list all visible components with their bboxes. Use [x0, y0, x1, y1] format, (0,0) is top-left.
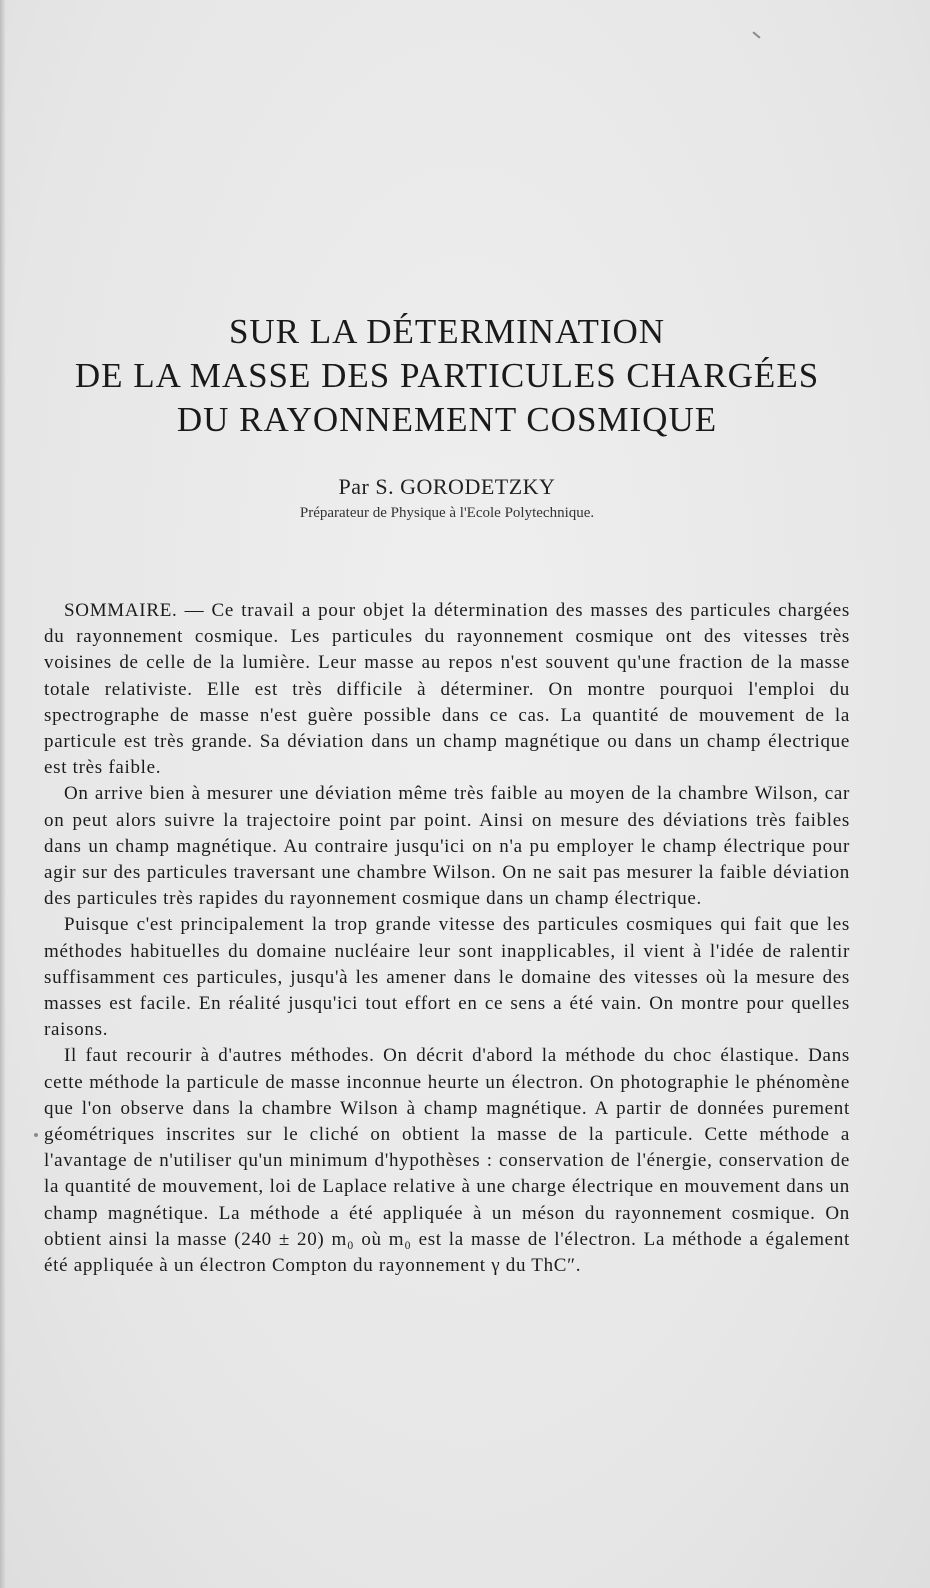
author-affiliation: Préparateur de Physique à l'Ecole Polytechnique. — [299, 505, 595, 521]
article-title — [0, 310, 894, 442]
summary-paragraph: Il faut recourir à d'autres méthodes. On décrit d'abord la méthode du choc élastique. Dans cette méthode la particule de masse inconnue heurte un électron. On photographie le phénomène que l'on observe dans la chambre Wilson à champ magnétique. A partir de données purement géométriques inscrites sur le cliché on obtient la masse de la particule. Cette méthode a l'avantage de n'utiliser qu'un minimum d'hypothèses : conservation de l'énergie, conservation de la quantité de mouvement, loi de Laplace relative à une charge électrique en mouvement dans un champ magnétique. La méthode a été appliquée à un méson du rayonnement cosmique. On obtient ainsi la masse (240 ± 20) m₀ où m₀ est la masse de l'électron. La méthode a également été appliquée à un électron Compton du rayonnement γ du ThC″. — [44, 1045, 850, 1277]
page-edge-shadow — [0, 0, 6, 1588]
title-line: SUR LA DÉTERMINATION — [228, 312, 666, 351]
summary-paragraph: Puisque c'est principalement la trop grande vitesse des particules cosmiques qui fait que les méthodes habituelles du domaine nucléaire leur sont inapplicables, il vient à l'idée de ralentir suffisamment ces particules, jusqu'à les amener dans le domaine des vitesses où la mesure des masses est facile. En réalité jusqu'ici tout effort en ce sens a été vain. On montre pour quelles raisons. — [44, 914, 850, 1041]
summary-paragraph: On arrive bien à mesurer une déviation même très faible au moyen de la chambre Wilson, car on peut alors suivre la trajectoire point par point. Ainsi on mesure des déviations très faibles dans un champ magnétique. Au contraire jusqu'ici on n'a pu employer le champ électrique pour agir sur des particules traversant une chambre Wilson. On ne sait pas mesurer la faible déviation des particules très rapides du rayonnement cosmique dans un champ électrique. — [44, 783, 850, 910]
speck-mark — [34, 1133, 38, 1137]
title-line: DE LA MASSE DES PARTICULES CHARGÉES — [74, 356, 820, 395]
author-line: Par S. GORODETZKY — [338, 474, 556, 499]
speck-mark — [752, 31, 760, 38]
summary-paragraph: SOMMAIRE. — Ce travail a pour objet la détermination des masses des particules chargées du rayonnement cosmique. Les particules du rayonnement cosmique ont des vitesses très voisines de celle de la lumière. Leur masse au repos n'est souvent qu'une fraction de la masse totale relativiste. Elle est très difficile à déterminer. On montre pourquoi l'emploi du spectrographe de masse n'est guère possible dans ce cas. La quantité de mouvement de la particule est très grande. Sa déviation dans un champ magnétique ou dans un champ électrique est très faible. — [44, 600, 850, 779]
title-line: DU RAYONNEMENT COSMIQUE — [176, 400, 718, 439]
summary-abstract — [44, 598, 850, 1279]
